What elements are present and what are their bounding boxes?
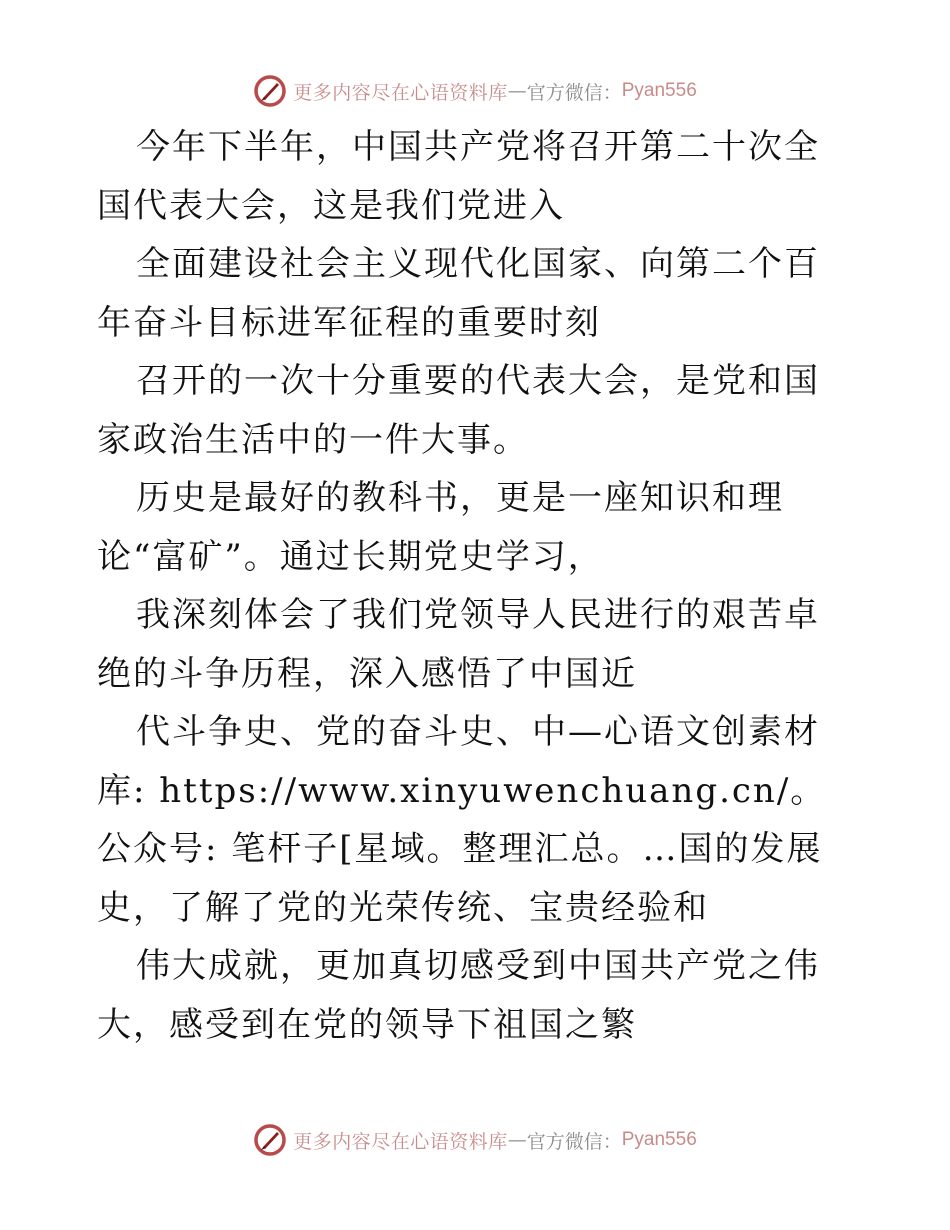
- paragraph: 代斗争史、党的奋斗史、中—心语文创素材库: https://www.xinyuwenchuang.cn/。公众号: 笔杆子[星域。整理汇总。…国的发展史，了解了党的光荣传统、宝贵经验和: [97, 712, 827, 928]
- quill-pen-logo-icon: [253, 74, 287, 108]
- banner-wechat-label: 官方微信：: [526, 81, 622, 104]
- banner-wechat-label: 官方微信：: [526, 1130, 622, 1153]
- document-body: [97, 118, 855, 1054]
- paragraph: 历史是最好的教科书，更是一座知识和理论“富矿”。通过长期党史学习，: [97, 478, 784, 577]
- banner-brand-text: 更多内容尽在心语资料库: [293, 81, 508, 104]
- footer-watermark: [0, 1120, 950, 1160]
- banner-separator: —: [507, 1129, 527, 1151]
- banner-wechat-id: Pyan556: [621, 80, 697, 101]
- paragraph: 召开的一次十分重要的代表大会，是党和国家政治生活中的一件大事。: [97, 361, 820, 460]
- paragraph: 全面建设社会主义现代化国家、向第二个百年奋斗目标进军征程的重要时刻: [97, 244, 820, 343]
- paragraph: 我深刻体会了我们党领导人民进行的艰苦卓绝的斗争历程，深入感悟了中国近: [97, 595, 820, 694]
- paragraph: 伟大成就，更加真切感受到中国共产党之伟大，感受到在党的领导下祖国之繁: [97, 946, 820, 1045]
- banner-wechat-id: Pyan556: [621, 1129, 697, 1150]
- banner-separator: —: [507, 80, 527, 102]
- paragraph: 今年下半年，中国共产党将召开第二十次全国代表大会，这是我们党进入: [97, 127, 820, 226]
- header-watermark: [0, 71, 950, 111]
- quill-pen-logo-icon: [253, 1123, 287, 1157]
- banner-brand-text: 更多内容尽在心语资料库: [293, 1130, 508, 1153]
